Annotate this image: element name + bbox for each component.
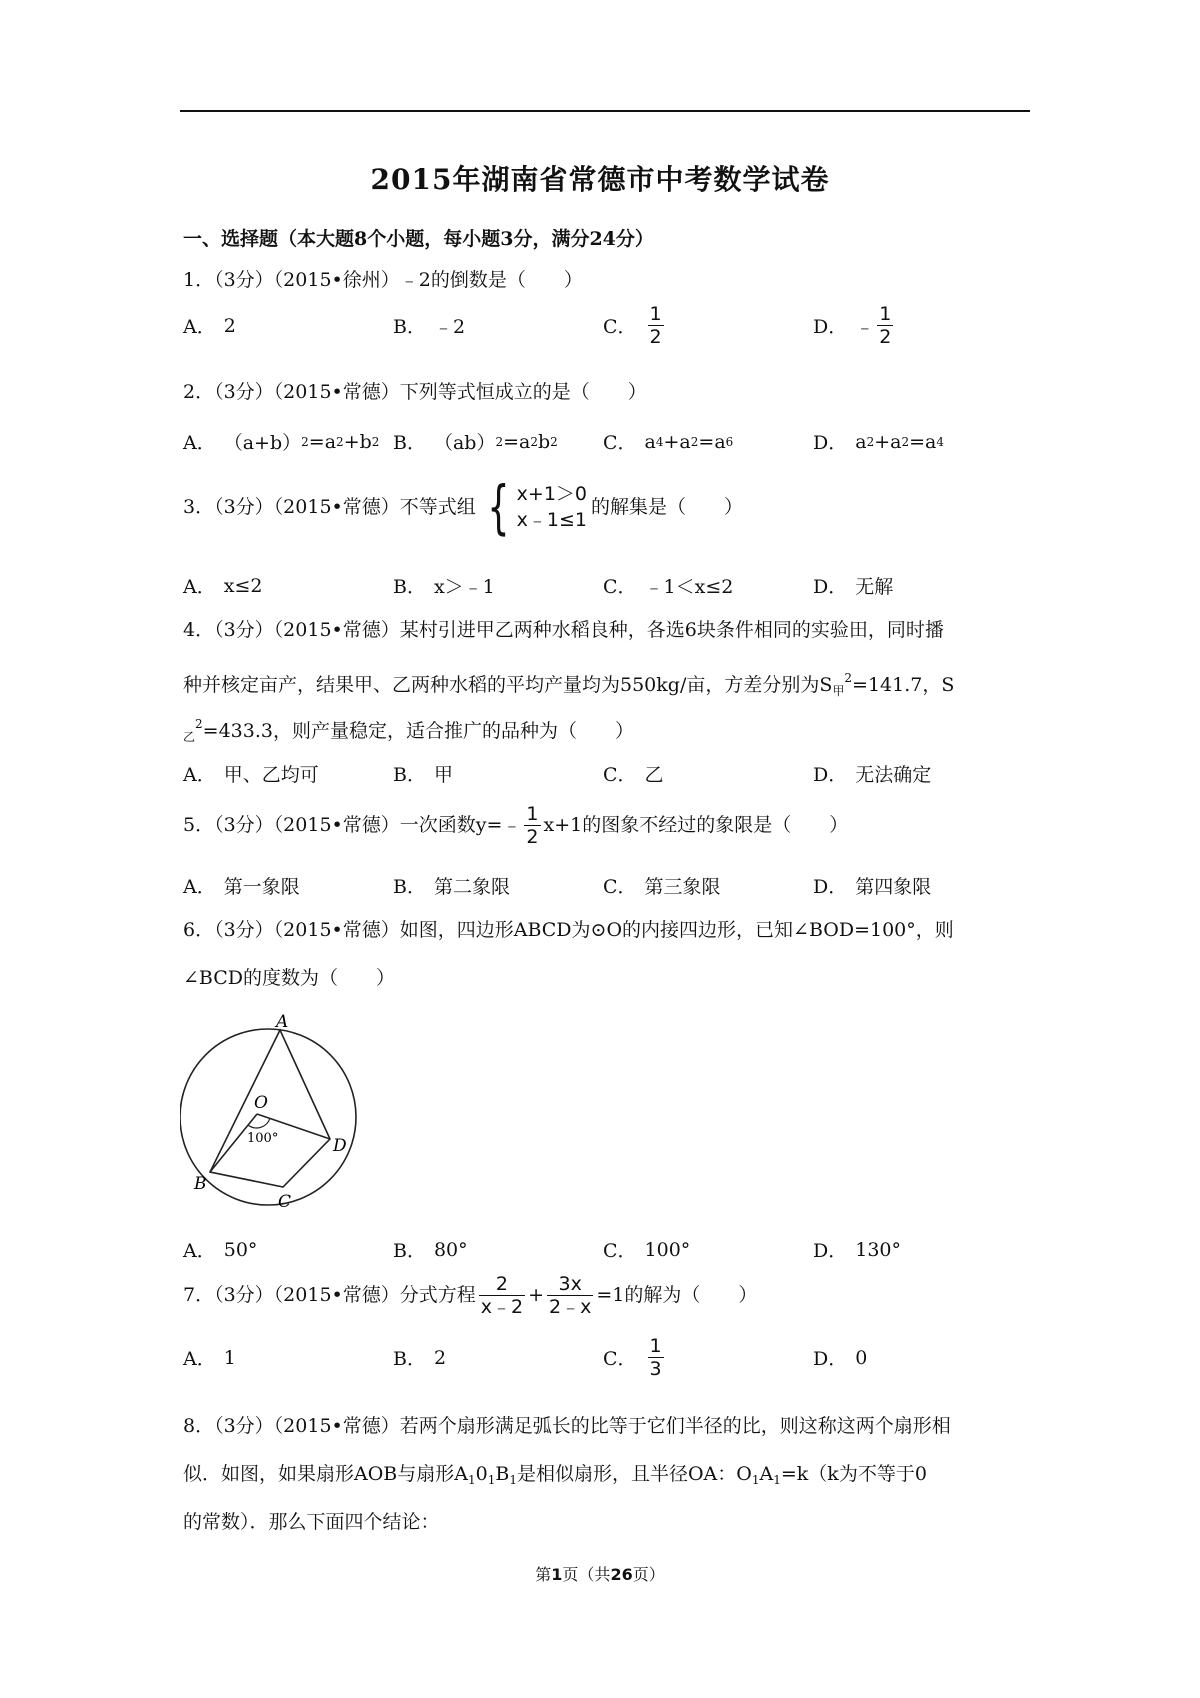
option-d: D． 无解: [813, 576, 894, 598]
label-o: O: [254, 1093, 268, 1113]
angle-label: 100°: [247, 1131, 279, 1146]
question-5-stem: 5．（3分）（2015•常德）一次函数y=﹣ $\frac{1}{2}$ x+1的图象不经过的象限是（ ）: [183, 802, 849, 848]
option-b: B． 2: [393, 1346, 447, 1370]
angle-arc: [248, 1118, 270, 1128]
fraction: $\frac{1}{2}$: [879, 303, 892, 348]
question-4-line-3: $_乙^2$=433.3，则产量稳定，适合推广的品种为（ ）: [183, 717, 634, 744]
question-7-stem: 7．（3分）（2015•常德）分式方程 $\frac{2}{x﹣2}$ + $\frac{3x}{2﹣x}$ =1的解为（ ）: [183, 1272, 758, 1318]
option-a: A． x≤2: [183, 574, 263, 598]
question-2-options: [183, 428, 1033, 468]
question-4-line-2: 种并核定亩产，结果甲、乙两种水稻的平均产量均为550kg/亩，方差分别为$S_甲^2=141.7$，S: [183, 671, 955, 698]
inequality-system: { x+1＞0 x﹣1≤1: [487, 473, 587, 541]
fraction: $\frac{1}{2}$: [526, 802, 539, 848]
option-d: D． 130°: [813, 1238, 901, 1262]
label-c: C: [278, 1192, 292, 1212]
option-d: D． a 2 +a 2 =a 4: [813, 430, 944, 454]
question-2-stem: 2．（3分）（2015•常德）下列等式恒成立的是（ ）: [183, 381, 647, 403]
option-a: A． 50°: [183, 1238, 258, 1262]
page-title: 2015年湖南省常德市中考数学试卷: [370, 163, 830, 196]
question-6-line-2: ∠BCD的度数为（ ）: [183, 967, 396, 989]
fraction: $\frac{1}{3}$: [649, 1335, 662, 1380]
option-b: B． 甲: [393, 764, 453, 786]
fraction: $\frac{3x}{2﹣x}$: [549, 1272, 592, 1318]
option-c: C． a 4 +a 2 =a 6: [603, 430, 734, 454]
option-c: C． 100°: [603, 1238, 691, 1262]
option-c: C． ﹣1＜x≤2: [603, 576, 734, 598]
question-4-options: [183, 760, 1033, 800]
question-3-options: [183, 572, 1033, 612]
header-rule: [180, 110, 1030, 112]
option-b: B． x＞﹣1: [393, 576, 495, 598]
page-number: 1: [551, 1565, 563, 1584]
option-c: C． $\frac{1}{2}$: [603, 303, 662, 348]
page-total: 26: [610, 1565, 633, 1584]
question-7-options: [183, 1335, 1033, 1384]
label-d: D: [333, 1136, 347, 1156]
question-6-line-1: 6．（3分）（2015•常德）如图，四边形ABCD为⊙O的内接四边形，已知∠BOD=100°，则: [183, 919, 954, 941]
option-c: C． $\frac{1}{3}$: [603, 1335, 662, 1380]
option-d: D． 第四象限: [813, 876, 932, 898]
question-4-line-1: 4．（3分）（2015•常德）某村引进甲乙两种水稻良种，各选6块条件相同的实验田，同时播: [183, 619, 944, 641]
option-c: C． 乙: [603, 764, 664, 786]
option-b: B． ﹣2: [393, 316, 466, 338]
option-d: D． 0: [813, 1346, 868, 1370]
option-b: B． 80°: [393, 1238, 468, 1262]
option-d: D． ﹣ $\frac{1}{2}$: [813, 303, 892, 348]
quadrilateral-abcd: [210, 1030, 330, 1187]
option-d: D． 无法确定: [813, 764, 932, 786]
question-5-options: [183, 872, 1033, 912]
label-a: A: [276, 1012, 289, 1032]
section-heading: 一、选择题（本大题8个小题，每小题3分，满分24分）: [183, 228, 654, 250]
question-8-line-1: 8．（3分）（2015•常德）若两个扇形满足弧长的比等于它们半径的比，则这称这两个扇形相: [183, 1415, 951, 1437]
geometry-diagram: [180, 1012, 360, 1212]
option-a: A． 1: [183, 1346, 236, 1370]
option-a: A． 2: [183, 314, 236, 338]
question-8-line-3: 的常数）．那么下面四个结论：: [183, 1511, 440, 1533]
option-a: A． 甲、乙均可: [183, 764, 319, 786]
circle-quadrilateral-figure: [180, 1012, 360, 1212]
fraction: $\frac{1}{2}$: [649, 303, 662, 348]
option-c: C． 第三象限: [603, 876, 721, 898]
question-8-line-2: 似．如图，如果扇形AOB与扇形$A_10_1B_1$是相似扇形，且半径OA：$O_1A_1=k(k$为不等于0: [183, 1463, 927, 1487]
question-3-stem: 3．（3分）（2015•常德）不等式组 { x+1＞0 x﹣1≤1 的解集是（ ）: [183, 473, 744, 541]
option-a: A． （a+b） 2 =a 2 +b 2: [183, 430, 380, 454]
label-b: B: [194, 1174, 207, 1194]
question-1-stem: 1．（3分）（2015•徐州）﹣2的倒数是（ ）: [183, 269, 583, 291]
option-b: B． （ab） 2 =a 2 b 2: [393, 430, 558, 454]
question-1-options: [183, 303, 1033, 352]
page-footer: 第1页（共26页）: [535, 1565, 665, 1584]
option-b: B． 第二象限: [393, 876, 510, 898]
option-a: A． 第一象限: [183, 876, 300, 898]
fraction: $\frac{2}{x﹣2}$: [480, 1272, 524, 1318]
